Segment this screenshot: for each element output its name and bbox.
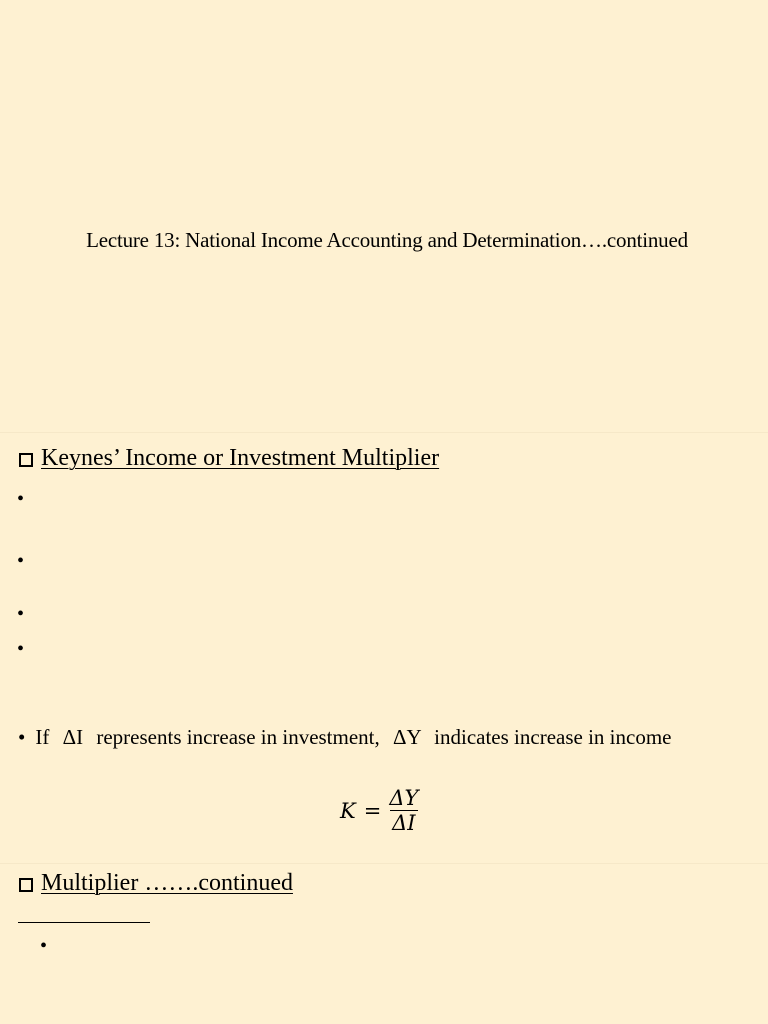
- bullet-icon: •: [17, 638, 25, 660]
- lecture-title: Lecture 13: National Income Accounting and Determination….continued: [86, 228, 688, 252]
- horizontal-rule: [18, 922, 150, 923]
- investment-statement: [18, 725, 671, 750]
- delta-income: ΔY: [393, 725, 421, 749]
- bullet-icon: •: [40, 935, 48, 957]
- formula-denominator: ΔI: [392, 811, 416, 835]
- checkbox-bullet-icon: [19, 878, 33, 892]
- bullet-icon: •: [18, 725, 26, 749]
- slide-title: [0, 0, 768, 432]
- statement-middle: represents increase in investment,: [96, 725, 380, 749]
- checkbox-bullet-icon: [19, 453, 33, 467]
- formula-numerator: ΔY: [389, 786, 419, 810]
- delta-investment: ΔI: [62, 725, 84, 749]
- bullet-icon: •: [17, 488, 25, 510]
- formula-lhs: K: [340, 798, 356, 823]
- multiplier-formula: [340, 786, 420, 835]
- statement-suffix: indicates increase in income: [434, 725, 672, 749]
- slide-multiplier-continued: [0, 863, 768, 1024]
- slide-heading: [19, 870, 293, 897]
- bullet-icon: •: [17, 603, 25, 625]
- heading-text: Multiplier …….continued: [41, 870, 293, 896]
- formula-equals: =: [363, 798, 382, 823]
- slide-heading: [19, 445, 439, 472]
- formula-fraction: [387, 786, 420, 835]
- bullet-icon: •: [17, 550, 25, 572]
- statement-prefix: If: [35, 725, 50, 749]
- heading-text: Keynes’ Income or Investment Multiplier: [41, 445, 440, 471]
